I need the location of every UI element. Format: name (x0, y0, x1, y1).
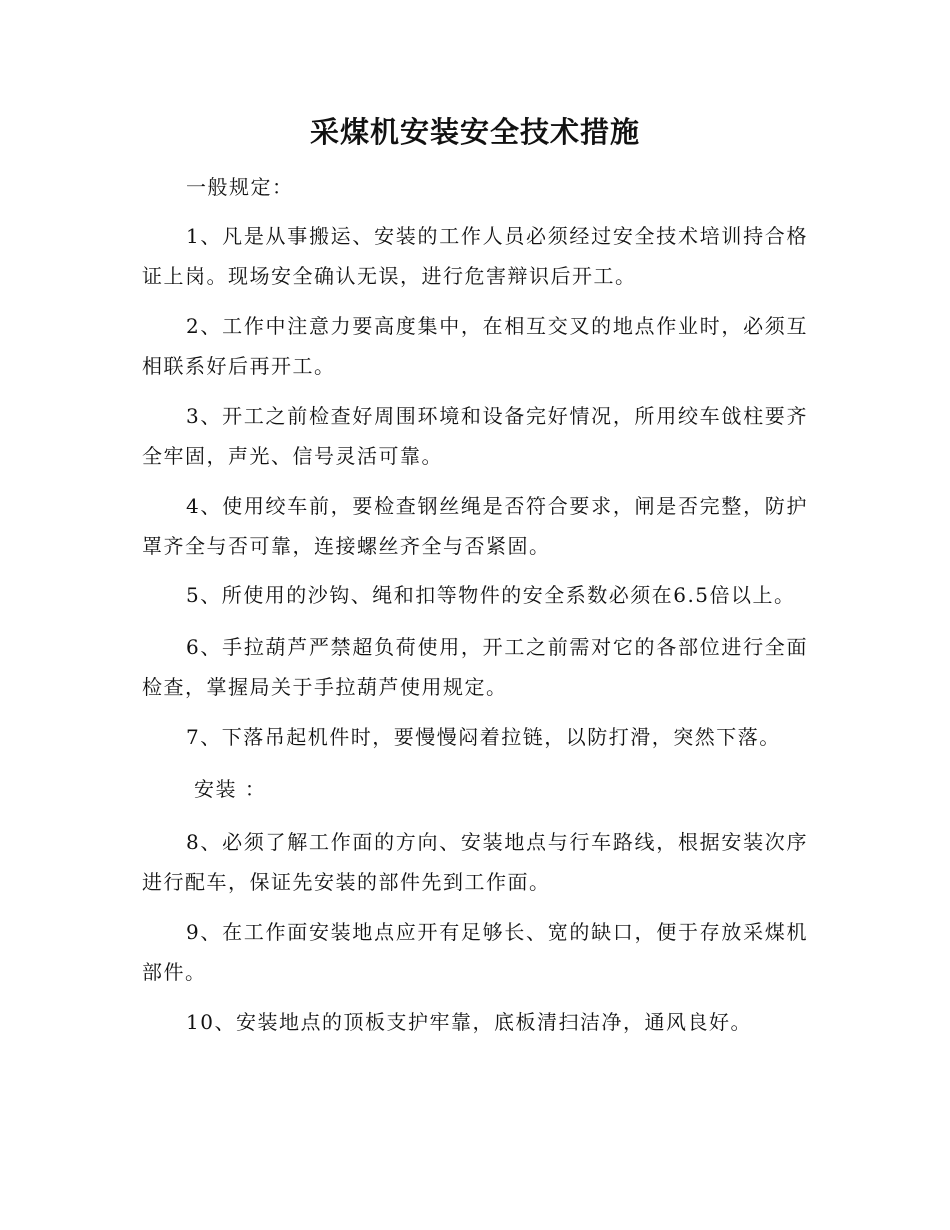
list-item: 10、安装地点的顶板支护牢靠，底板清扫洁净，通风良好。 (186, 1010, 752, 1034)
list-item: 5、所使用的沙钩、绳和扣等物件的安全系数必须在6.5倍以上。 (186, 583, 796, 607)
list-item: 4、使用绞车前，要检查钢丝绳是否符合要求，闸是否完整，防护罩齐全与否可靠，连接螺丝齐全与否紧固。 (142, 494, 808, 558)
list-item: 7、下落吊起机件时，要慢慢闷着拉链，以防打滑，突然下落。 (186, 725, 781, 749)
list-item: 2、工作中注意力要高度集中，在相互交叉的地点作业时，必须互相联系好后再开工。 (142, 314, 808, 378)
section-heading-general: 一般规定： (186, 175, 294, 199)
document-page (142, 0, 808, 1230)
list-item: 6、手拉葫芦严禁超负荷使用，开工之前需对它的各部位进行全面检查，掌握局关于手拉葫芦使用规定。 (142, 635, 808, 699)
section-heading-install: 安装 ： (194, 777, 267, 801)
list-item: 1、凡是从事搬运、安装的工作人员必须经过安全技术培训持合格证上岗。现场安全确认无误，进行危害辩识后开工。 (142, 224, 808, 288)
list-item: 8、必须了解工作面的方向、安装地点与行车路线，根据安装次序进行配车，保证先安装的部件先到工作面。 (142, 830, 808, 894)
list-item: 9、在工作面安装地点应开有足够长、宽的缺口，便于存放采煤机部件。 (142, 920, 808, 984)
document-title: 采煤机安装安全技术措施 (309, 115, 640, 149)
list-item: 3、开工之前检查好周围环境和设备完好情况，所用绞车戗柱要齐全牢固，声光、信号灵活可靠。 (142, 404, 808, 468)
